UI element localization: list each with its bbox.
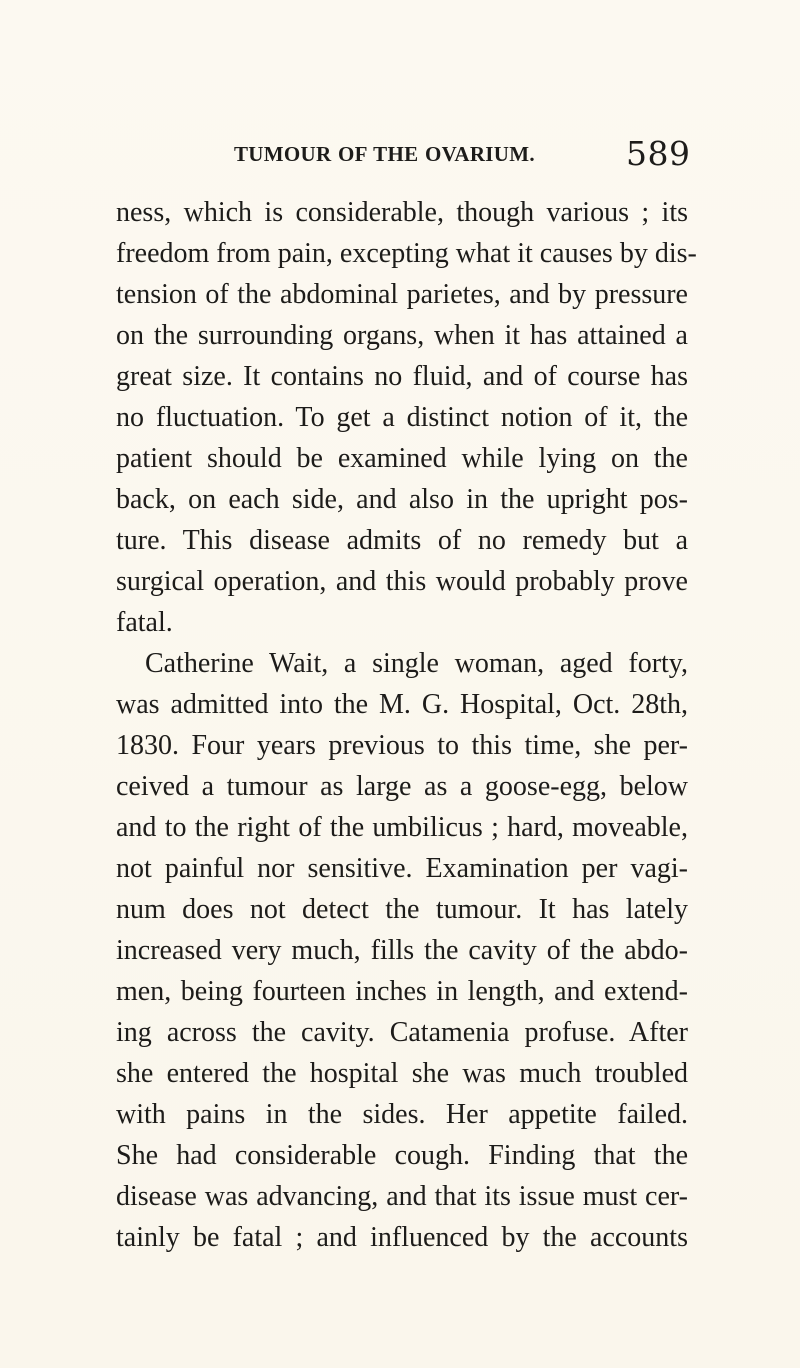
text-line: with pains in the sides. Her appetite failed. [116,1099,688,1130]
text-line: not painful nor sensitive. Examination per vagi- [116,853,688,884]
text-line: back, on each side, and also in the upright pos- [116,484,688,515]
text-line: fatal. [116,607,173,638]
running-head [0,136,800,172]
text-line: surgical operation, and this would probably prove [116,566,688,597]
text-line: num does not detect the tumour. It has lately [116,894,688,925]
paragraph-first-line: Catherine Wait, a single woman, aged forty, [145,648,688,679]
text-line: 1830. Four years previous to this time, she per- [116,730,688,761]
text-line: ing across the cavity. Catamenia profuse. After [116,1017,688,1048]
text-line: patient should be examined while lying on the [116,443,688,474]
text-line: and to the right of the umbilicus ; hard, moveable, [116,812,688,843]
text-line: disease was advancing, and that its issue must cer- [116,1181,688,1212]
page-number: 589 [626,134,691,173]
text-line: no fluctuation. To get a distinct notion of it, the [116,402,688,433]
text-line: She had considerable cough. Finding that the [116,1140,688,1171]
text-line: on the surrounding organs, when it has attained a [116,320,688,351]
text-line: ceived a tumour as large as a goose-egg, below [116,771,688,802]
text-line: freedom from pain, excepting what it causes by dis- [116,238,697,269]
text-line: ness, which is considerable, though various ; its [116,197,688,228]
text-line: men, being fourteen inches in length, and extend- [116,976,688,1007]
text-line: ture. This disease admits of no remedy but a [116,525,688,556]
text-line: tainly be fatal ; and influenced by the accounts [116,1222,688,1253]
text-line: she entered the hospital she was much troubled [116,1058,688,1089]
text-line: great size. It contains no fluid, and of course has [116,361,688,392]
text-line: increased very much, fills the cavity of the abdo- [116,935,688,966]
chapter-title: TUMOUR OF THE OVARIUM. [234,142,535,166]
text-line: was admitted into the M. G. Hospital, Oct. 28th, [116,689,688,720]
text-line: tension of the abdominal parietes, and by pressure [116,279,688,310]
